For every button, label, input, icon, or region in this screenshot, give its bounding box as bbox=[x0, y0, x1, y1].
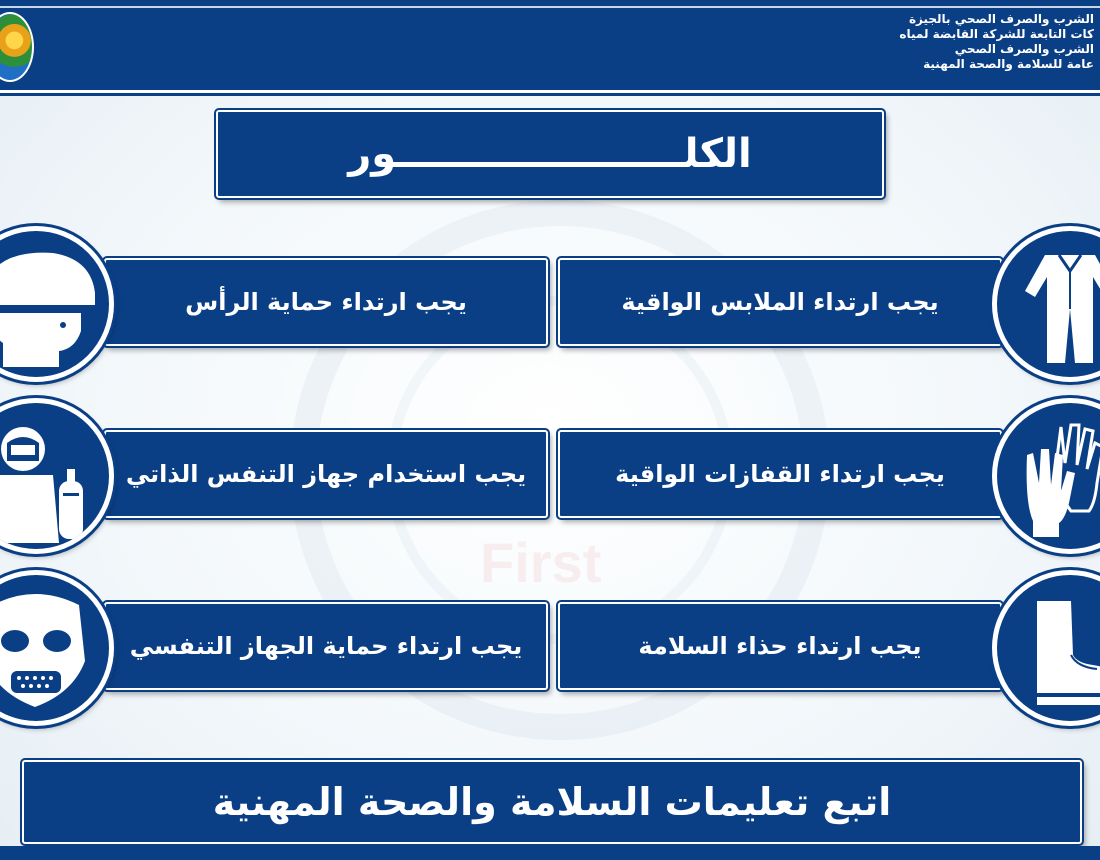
watermark-text: First bbox=[480, 531, 602, 594]
instruction-breathing-apparatus: يجب استخدام جهاز التنفس الذاتي bbox=[104, 430, 548, 518]
instruction-protective-clothing: يجب ارتداء الملابس الواقية bbox=[558, 258, 1002, 346]
header-bar bbox=[0, 0, 1100, 93]
organization-name bbox=[794, 12, 1094, 72]
instruction-safety-boots: يجب ارتداء حذاء السلامة bbox=[558, 602, 1002, 690]
coverall-icon bbox=[992, 226, 1100, 382]
org-line: عامة للسلامة والصحة المهنية bbox=[923, 57, 1094, 71]
instruction-respiratory-protection: يجب ارتداء حماية الجهاز التنفسي bbox=[104, 602, 548, 690]
breathing-apparatus-icon bbox=[0, 398, 114, 554]
instruction-protective-gloves: يجب ارتداء القفازات الواقية bbox=[558, 430, 1002, 518]
page-title: الكلـــــــــــــــــــــور bbox=[216, 110, 884, 198]
gloves-icon bbox=[992, 398, 1100, 554]
gas-mask-icon bbox=[0, 570, 114, 726]
org-line: الشرب والصرف الصحي بالجيزة bbox=[908, 12, 1094, 26]
instruction-head-protection: يجب ارتداء حماية الرأس bbox=[104, 258, 548, 346]
bottom-bar bbox=[0, 846, 1100, 860]
company-logo bbox=[0, 12, 34, 82]
org-line: كات التابعة للشركة القابضة لمياه bbox=[899, 27, 1094, 41]
header-accent-line bbox=[0, 6, 1100, 8]
helmet-icon bbox=[0, 226, 114, 382]
safety-boot-icon bbox=[992, 570, 1100, 726]
org-line: الشرب والصرف الصحي bbox=[954, 42, 1094, 56]
footer-banner: اتبع تعليمات السلامة والصحة المهنية bbox=[22, 760, 1082, 844]
